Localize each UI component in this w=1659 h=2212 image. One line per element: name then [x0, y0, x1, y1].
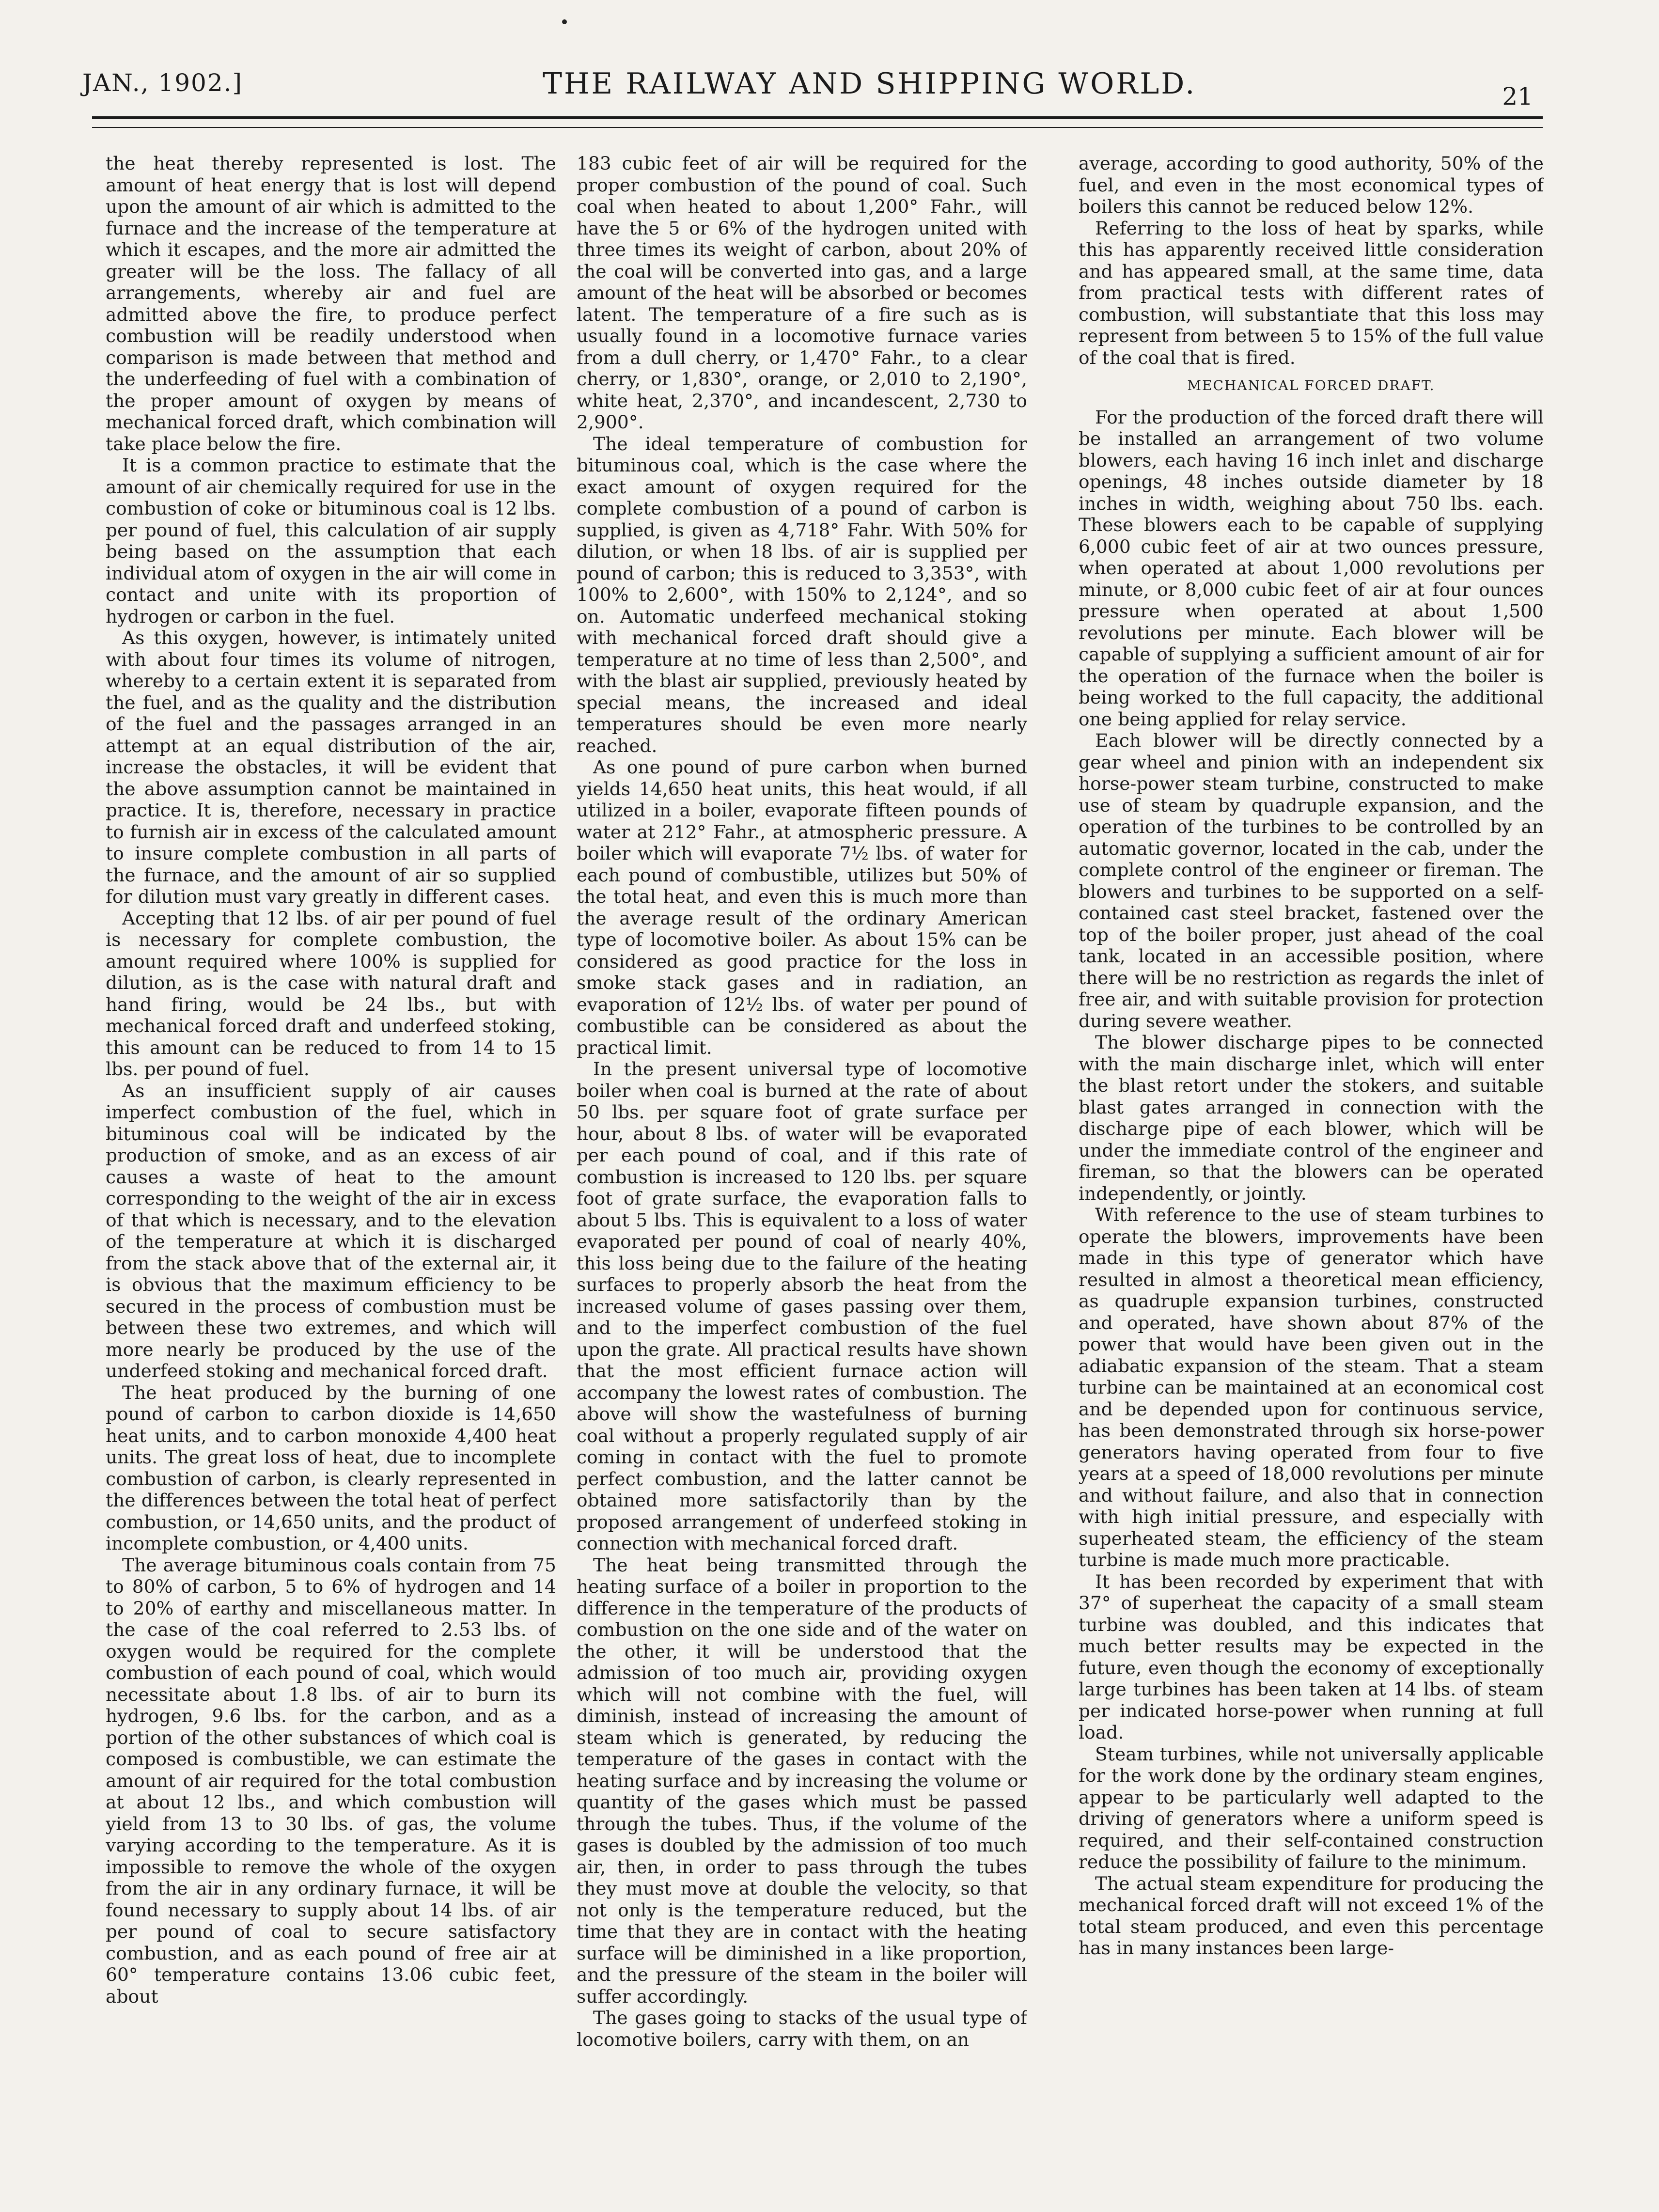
page-number: 21 — [1502, 82, 1533, 110]
paragraph: average, according to good authority, 50% of the fuel, and even in the most economical types of boilers this cannot be reduced below 12%. — [1079, 153, 1544, 217]
paragraph: For the production of the forced draft there will be installed an arrangement of two volume blowers, each having 16 inch inlet and discharge openings, 48 inches outside diameter by 18 inches in width, weighing about 750 lbs. each. These blowers each to be capable of supplying 6,000 cubic feet of air at two ounces pressure, when operated at about 1,000 revolutions per minute, or 8,000 cubic feet of air at four ounces pressure when operated at about 1,500 revolutions per minute. Each blower will be capable of supplying a sufficient amount of air for the operation of the furnace when the boiler is being worked to the full capacity, the additional one being applied for relay service. — [1079, 406, 1544, 730]
paragraph: As this oxygen, however, is intimately united with about four times its volume of nitrogen, whereby to a certain extent it is separated from the fuel, and as the quality and the distribution of the fuel and the passages arranged in an attempt at an equal distribution of the air, increase the obstacles, it will be evident that the above assumption cannot be maintained in practice. It is, therefore, necessary in practice to furnish air in excess of the calculated amount to insure complete combustion in all parts of the furnace, and the amount of air so supplied for dilution must vary greatly in different cases. — [106, 627, 556, 907]
paragraph: The heat being transmitted through the heating surface of a boiler in proportion to the difference in the temperature of the products of combustion on the one side and of the water on the other, it will be understood that the admission of too much air, providing oxygen which will not combine with the fuel, will diminish, instead of increasing the amount of steam which is generated, by reducing the temperature of the gases in contact with the heating surface and by increasing the volume or quantity of the gases which must be passed through the tubes. Thus, if the volume of the gases is doubled by the admission of too much air, then, in order to pass through the tubes they must move at double the velocity, so that not only is the temperature reduced, but the time that they are in contact with the heating surface will be diminished in a like proportion, and the pressure of the steam in the boiler will suffer accordingly. — [577, 1554, 1027, 2007]
paragraph: In the present universal type of locomotive boiler when coal is burned at the rate of about 50 lbs. per square foot of grate surface per hour, about 8 lbs. of water will be evaporated per each pound of coal, and if this rate of combustion is increased to 120 lbs. per square foot of grate surface, the evaporation falls to about 5 lbs. This is equivalent to a loss of water evaporated per pound of coal of nearly 40%, this loss being due to the failure of the heating surfaces to properly absorb the heat from the increased volume of gases passing over them, and to the imperfect combustion of the fuel upon the grate. All practical results have shown that the most efficient furnace action will accompany the lowest rates of combustion. The above will show the wastefulness of burning coal without a properly regulated supply of air coming in contact with the fuel to promote perfect combustion, and the latter cannot be obtained more satisfactorily than by the proposed arrangement of underfeed stoking in connection with mechanical forced draft. — [577, 1058, 1027, 1554]
paragraph: As an insufficient supply of air causes imperfect combustion of the fuel, which in bituminous coal will be indicated by the production of smoke, and as an excess of air causes a waste of heat to the amount corresponding to the weight of the air in excess of that which is necessary, and to the elevation of the temperature at which it is discharged from the stack above that of the external air, it is obvious that the maximum efficiency to be secured in the process of combustion must be between these two extremes, and which will more nearly be produced by the use of the underfeed stoking and mechanical forced draft. — [106, 1080, 556, 1381]
paragraph: The heat produced by the burning of one pound of carbon to carbon dioxide is 14,650 heat units, and to carbon monoxide 4,400 heat units. The great loss of heat, due to incomplete combustion of carbon, is clearly represented in the differences between the total heat of perfect combustion, or 14,650 units, and the product of incomplete combustion, or 4,400 units. — [106, 1381, 556, 1554]
column-2 — [577, 153, 1027, 2105]
paragraph: It has been recorded by experiment that with 37° of superheat the capacity of a small steam turbine was doubled, and this indicates that much better results may be expected in the future, even though the economy of exceptionally large turbines has been taken at 14 lbs. of steam per indicated horse-power when running at full load. — [1079, 1570, 1544, 1743]
paragraph: It is a common practice to estimate that the amount of air chemically required for use in the combustion of coke or bituminous coal is 12 lbs. per pound of fuel, this calculation of air supply being based on the assumption that each individual atom of oxygen in the air will come in contact and unite with its proportion of hydrogen or carbon in the fuel. — [106, 455, 556, 627]
paragraph: The gases going to stacks of the usual type of locomotive boilers, carry with them, on an — [577, 2007, 1027, 2050]
header-rule-thick — [92, 116, 1543, 119]
paragraph: the heat thereby represented is lost. The amount of heat energy that is lost will depend upon the amount of air which is admitted to the furnace and the increase of the temperature at which it escapes, and the more air admitted the greater will be the loss. The fallacy of all arrangements, whereby air and fuel are admitted above the fire, to produce perfect combustion will be readily understood when comparison is made between that method and the underfeeding of fuel with a combination of the proper amount of oxygen by means of mechanical forced draft, which combination will take place below the fire. — [106, 153, 556, 455]
paragraph: As one pound of pure carbon when burned yields 14,650 heat units, this heat would, if all utilized in a boiler, evaporate fifteen pounds of water at 212° Fahr., at atmospheric pressure. A boiler which will evaporate 7½ lbs. of water for each pound of combustible, utilizes but 50% of the total heat, and even this is much more than the average result of the ordinary American type of locomotive boiler. As about 15% can be considered as good practice for the loss in smoke stack gases and in radiation, an evaporation of 12½ lbs. of water per pound of combustible can be considered as about the practical limit. — [577, 756, 1027, 1058]
column-3 — [1079, 153, 1544, 2105]
paragraph: The average bituminous coals contain from 75 to 80% of carbon, 5 to 6% of hydrogen and 14 to 20% of earthy and miscellaneous matter. In the case of the coal referred to 2.53 lbs. of oxygen would be required for the complete combustion of each pound of coal, which would necessitate about 1.8 lbs. of air to burn its hydrogen, 9.6 lbs. for the carbon, and as a portion of the other substances of which coal is composed is combustible, we can estimate the amount of air required for the total combustion at about 12 lbs., and which combustion will yield from 13 to 30 lbs. of gas, the volume varying according to the temperature. As it is impossible to remove the whole of the oxygen from the air in any ordinary furnace, it will be found necessary to supply about 14 lbs. of air per pound of coal to secure satisfactory combustion, and as each pound of free air at 60° temperature contains 13.06 cubic feet, about — [106, 1554, 556, 2007]
paragraph: Steam turbines, while not universally applicable for the work done by the ordinary steam engines, appear to be particularly well adapted to the driving of generators where a uniform speed is required, and their self-contained construction reduce the possibility of failure to the minimum. — [1079, 1743, 1544, 1872]
column-1 — [106, 153, 556, 2105]
paragraph: The blower discharge pipes to be connected with the main discharge inlet, which will enter the blast retort under the stokers, and suitable blast gates arranged in connection with the discharge pipe of each blower, which will be under the immediate control of the engineer and fireman, so that the blowers can be operated independently, or jointly. — [1079, 1032, 1544, 1204]
header-rule-thin — [92, 127, 1543, 128]
paragraph: The ideal temperature of combustion for bituminous coal, which is the case where the exact amount of oxygen required for the complete combustion of a pound of carbon is supplied, is given as 4,718° Fahr. With 50% for dilution, or when 18 lbs. of air is supplied per pound of carbon; this is reduced to 3,353°, with 100% to 2,600°, with 150% to 2,124°, and so on. Automatic underfeed mechanical stoking with mechanical forced draft should give a temperature at no time of less than 2,500°, and with the blast air supplied, previously heated by special means, the increased and ideal temperatures should be even more nearly reached. — [577, 433, 1027, 756]
journal-title: THE RAILWAY AND SHIPPING WORLD. — [543, 67, 1197, 101]
paragraph: Each blower will be directly connected by a gear wheel and pinion with an independent six horse-power steam turbine, constructed to make use of steam by quadruple expansion, and the operation of the turbines to be controlled by an automatic governor, located in the cab, under the complete control of the engineer or fireman. The blowers and turbines to be supported on a self-contained cast steel bracket, fastened over the top of the boiler proper, just ahead of the coal tank, located in an accessible position, where there will be no restriction as regards the inlet of free air, and with suitable provision for protection during severe weather. — [1079, 730, 1544, 1032]
paragraph: Referring to the loss of heat by sparks, while this has apparently received little consideration and has appeared small, at the same time, data from practical tests with different rates of combustion, will substantiate that this loss may represent from between 5 to 15% of the full value of the coal that is fired. — [1079, 217, 1544, 368]
issue-date: JAN., 1902.] — [82, 69, 243, 97]
section-heading: MECHANICAL FORCED DRAFT. — [1187, 377, 1435, 393]
paragraph: 183 cubic feet of air will be required for the proper combustion of the pound of coal. Such coal when heated to about 1,200° Fahr., will have the 5 or 6% of the hydrogen united with three times its weight of carbon, about 20% of the coal will be converted into gas, and a large amount of the heat will be absorbed or becomes latent. The temperature of a fire such as is usually found in a locomotive furnace varies from a dull cherry, or 1,470° Fahr., to a clear cherry, or 1,830°, orange, or 2,010 to 2,190°, white heat, 2,370°, and incandescent, 2,730 to 2,900°. — [577, 153, 1027, 433]
paragraph: The actual steam expenditure for producing the mechanical forced draft will not exceed 1% of the total steam produced, and even this percentage has in many instances been large- — [1079, 1872, 1544, 1959]
paragraph: Accepting that 12 lbs. of air per pound of fuel is necessary for complete combustion, the amount required where 100% is supplied for dilution, as is the case with natural draft and hand firing, would be 24 lbs., but with mechanical forced draft and underfeed stoking, this amount can be reduced to from 14 to 15 lbs. per pound of fuel. — [106, 907, 556, 1080]
paragraph: With reference to the use of steam turbines to operate the blowers, improvements have been made in this type of generator which have resulted in almost a theoretical mean efficiency, as quadruple expansion turbines, constructed and operated, have shown about 87% of the power that would have been given out in the adiabatic expansion of the steam. That a steam turbine can be maintained at an economical cost and be depended upon for continuous service, has been demonstrated through six horse-power generators having operated from four to five years at a speed of 18,000 revolutions per minute and without failure, and also that in connection with high initial pressure, and especially with superheated steam, the efficiency of the steam turbine is made much more practicable. — [1079, 1204, 1544, 1570]
ink-dot — [562, 19, 567, 24]
page-header — [82, 58, 1538, 110]
